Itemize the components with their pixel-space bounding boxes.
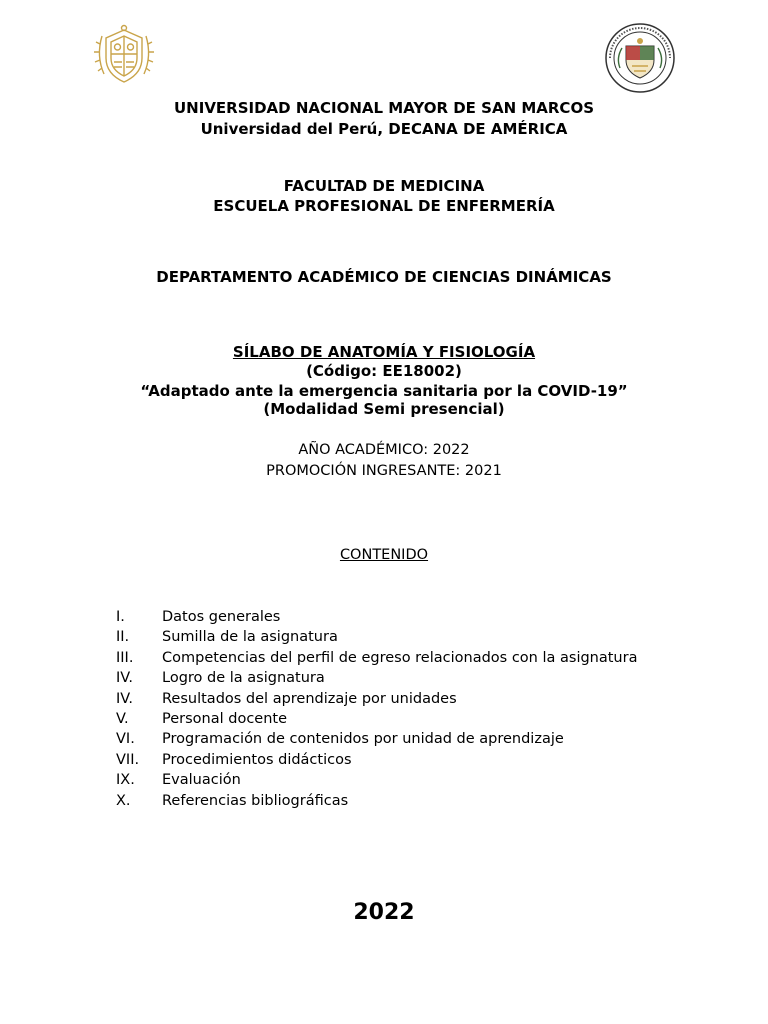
- list-item-label: Resultados del aprendizaje por unidades: [162, 690, 457, 707]
- list-item: [116, 689, 716, 709]
- university-name: UNIVERSIDAD NACIONAL MAYOR DE SAN MARCOS: [174, 99, 594, 117]
- list-item-number: IV.: [116, 690, 133, 707]
- list-item-label: Evaluación: [162, 772, 241, 789]
- list-item: [116, 750, 716, 770]
- table-of-contents: [116, 607, 716, 811]
- list-item-label: Procedimientos didácticos: [162, 751, 352, 768]
- university-crest-logo: [92, 24, 156, 88]
- department-name: DEPARTAMENTO ACADÉMICO DE CIENCIAS DINÁMICAS: [156, 268, 612, 286]
- faculty-name: FACULTAD DE MEDICINA: [283, 177, 485, 195]
- university-subtitle: Universidad del Perú, DECANA DE AMÉRICA: [200, 120, 568, 138]
- list-item: [116, 770, 716, 790]
- footer-year: 2022: [353, 900, 415, 925]
- school-name: ESCUELA PROFESIONAL DE ENFERMERÍA: [213, 197, 555, 215]
- list-item: [116, 709, 716, 729]
- list-item: [116, 668, 716, 688]
- academic-year: AÑO ACADÉMICO: 2022: [298, 442, 470, 458]
- list-item: [116, 627, 716, 647]
- list-item-label: Programación de contenidos por unidad de aprendizaje: [162, 731, 564, 748]
- list-item: [116, 791, 716, 811]
- list-item-label: Logro de la asignatura: [162, 670, 325, 687]
- list-item-label: Competencias del perfil de egreso relacionados con la asignatura: [162, 649, 638, 666]
- list-item-number: IX.: [116, 772, 135, 789]
- list-item: [116, 607, 716, 627]
- list-item-label: Personal docente: [162, 710, 288, 727]
- list-item-number: II.: [116, 629, 130, 646]
- list-item-number: IV.: [116, 670, 133, 687]
- list-item-label: Sumilla de la asignatura: [162, 629, 338, 646]
- syllabus-title: SÍLABO DE ANATOMÍA Y FISIOLOGÍA: [232, 343, 536, 361]
- course-code: (Código: EE18002): [306, 362, 462, 380]
- list-item-number: III.: [116, 649, 134, 666]
- list-item-number: VII.: [116, 751, 140, 768]
- list-item-number: V.: [116, 710, 129, 727]
- list-item-number: I.: [116, 609, 125, 625]
- list-item-label: Referencias bibliográficas: [162, 792, 349, 809]
- list-item-number: X.: [116, 792, 131, 809]
- list-item-label: Datos generales: [162, 609, 281, 625]
- contents-heading: CONTENIDO: [339, 547, 429, 563]
- covid-adaptation-note: “Adaptado ante la emergencia sanitaria por la COVID-19”: [140, 382, 628, 400]
- list-item-number: VI.: [116, 731, 135, 748]
- list-item: [116, 729, 716, 749]
- course-modality: (Modalidad Semi presencial): [263, 400, 505, 418]
- list-item: [116, 648, 716, 668]
- promotion-year: PROMOCIÓN INGRESANTE: 2021: [266, 463, 502, 479]
- faculty-seal-logo: [604, 22, 676, 94]
